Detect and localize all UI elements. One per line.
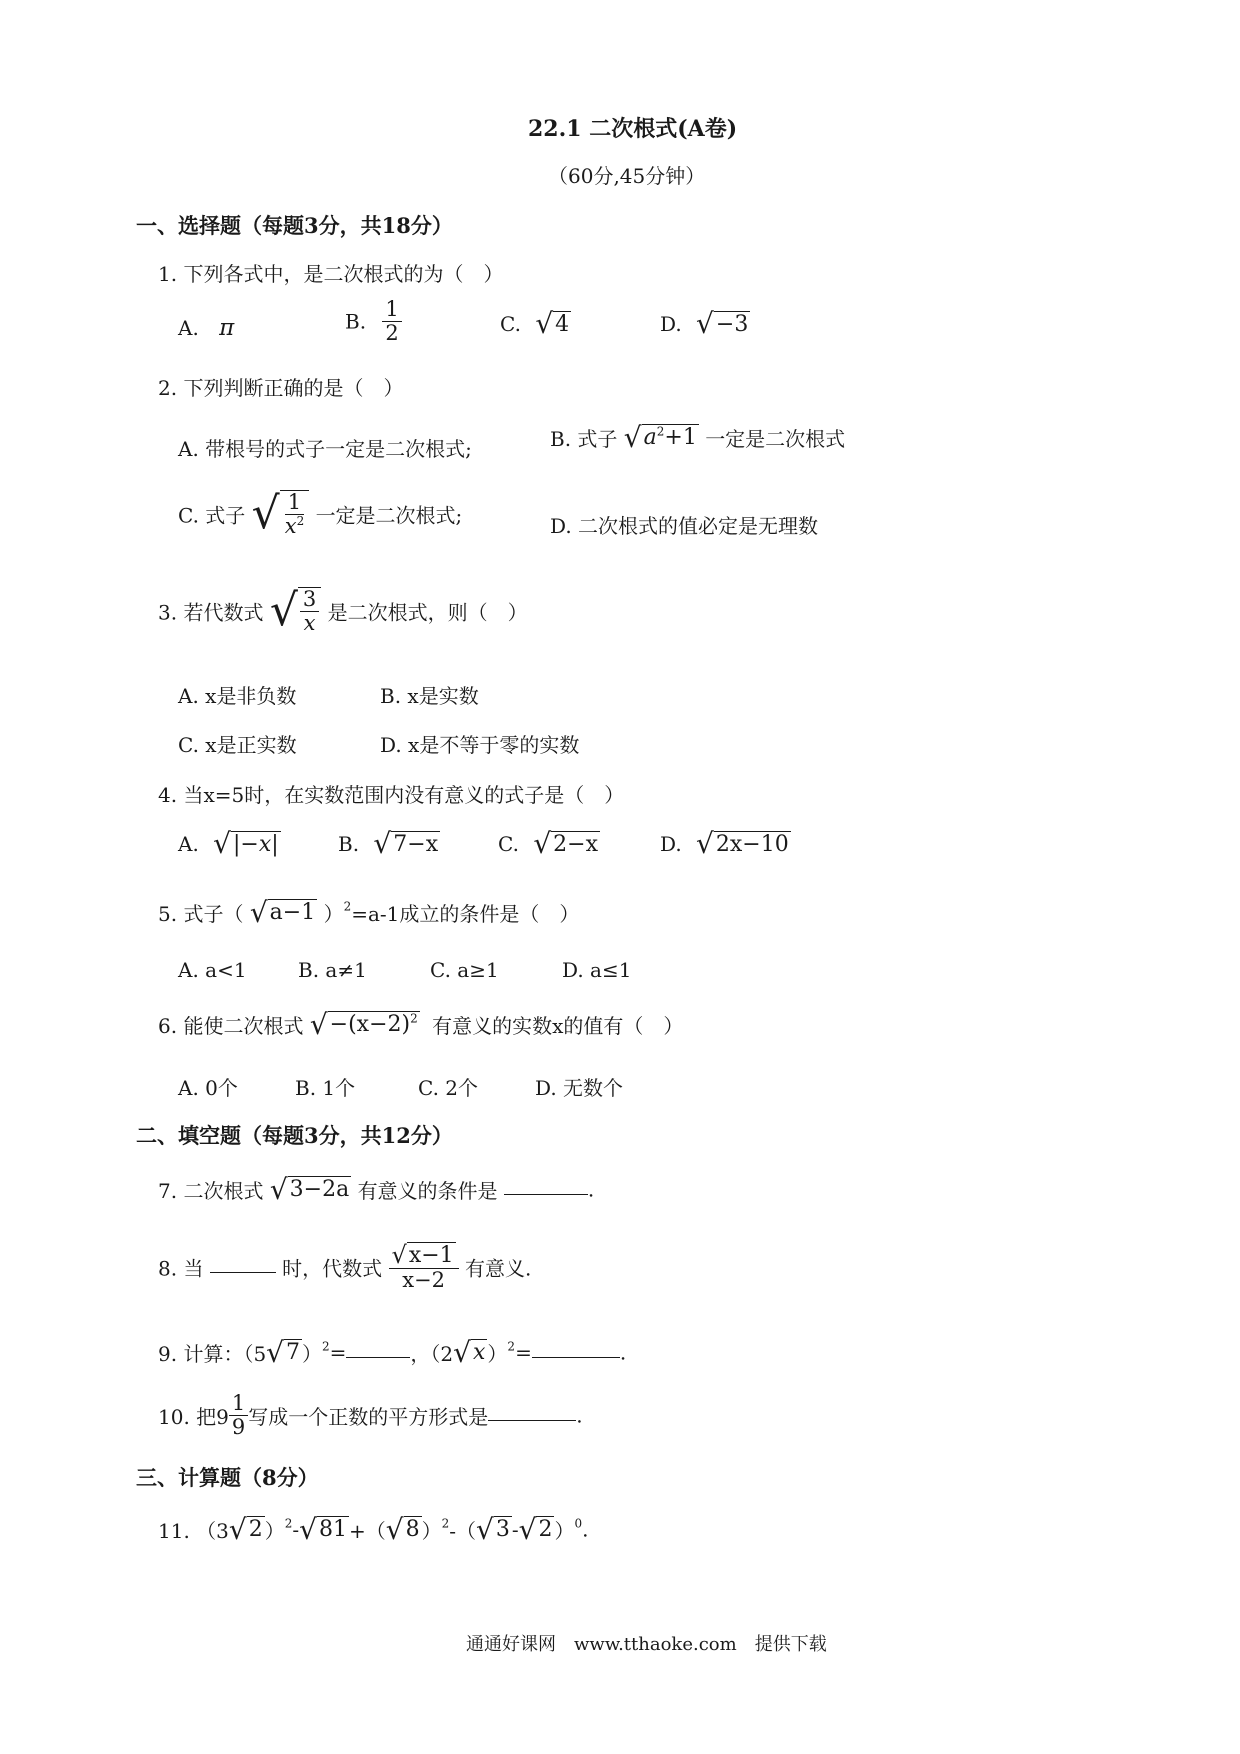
q11-part-1: 11. （3 <box>158 1519 229 1543</box>
q11-radical-2: √81 <box>299 1512 347 1546</box>
q5-option-c: C. a≥1 <box>430 958 499 982</box>
q10-prefix: 10. 把9 <box>158 1405 229 1430</box>
q1-b-denominator: 2 <box>385 321 399 346</box>
q1-c-radicand: 4 <box>555 311 570 337</box>
q3-option-b: B. x是实数 <box>380 684 479 708</box>
q11-exp-3: 0 <box>574 1516 583 1531</box>
q8-numerator: √x−1 <box>389 1242 459 1269</box>
q2-c-radical: √ $\frac{1}{x^2}$ <box>252 490 310 538</box>
q5-stem-suffix: =a-1成立的条件是（ ） <box>351 902 580 926</box>
page-footer: 通通好课网 www.tthaoke.com 提供下载 <box>466 1634 827 1655</box>
q2-option-b <box>550 420 846 454</box>
q9-eq-2: = <box>515 1340 532 1365</box>
q2-b-rest: +1 <box>664 425 697 451</box>
q3-option-a: A. x是非负数 <box>178 684 297 708</box>
q10-denominator: 9 <box>231 1415 246 1440</box>
q1-d-radical: √−3 <box>696 307 749 340</box>
q7-answer-blank[interactable] <box>504 1194 588 1195</box>
question-2-stem: 2. 下列判断正确的是（ ） <box>158 376 404 400</box>
q10-numerator: 1 <box>229 1392 248 1416</box>
q3-stem-suffix: 是二次根式，则（ ） <box>327 600 528 625</box>
q11-exp-2: 2 <box>441 1516 450 1531</box>
question-10 <box>158 1392 583 1439</box>
q8-prefix: 8. 当 <box>158 1256 204 1281</box>
q2-b-base: a <box>643 425 657 451</box>
q10-fraction <box>229 1392 248 1439</box>
q4-option-d <box>660 827 791 860</box>
q1-b-label: B. <box>345 309 367 334</box>
q6-option-a: A. 0个 <box>178 1076 238 1100</box>
q4-b-radical: √7−x <box>373 827 439 860</box>
q4-option-c <box>498 827 600 860</box>
q5-radical: √a−1 <box>249 895 316 929</box>
question-3-stem <box>158 587 528 635</box>
q11-radical-1: √2 <box>228 1512 263 1546</box>
q8-denominator: x−2 <box>402 1268 445 1293</box>
q7-radical: √3−2a <box>269 1172 350 1206</box>
question-5-stem <box>158 895 580 929</box>
q11-radical-5: √2 <box>518 1512 553 1546</box>
q6-exponent: 2 <box>410 1012 418 1027</box>
q4-b-label: B. <box>338 832 360 856</box>
question-4-stem: 4. 当x=5时，在实数范围内没有意义的式子是（ ） <box>158 783 625 807</box>
q9-radical-1: √7 <box>266 1335 301 1369</box>
q6-radicand <box>328 1011 420 1037</box>
q4-c-radical: √2−x <box>533 827 598 860</box>
q6-option-d: D. 无数个 <box>535 1076 624 1100</box>
q1-option-b <box>345 298 402 345</box>
q5-option-d: D. a≤1 <box>562 958 632 982</box>
q2-c-denominator <box>282 515 307 538</box>
page-title: 22.1 二次根式(A卷) <box>528 116 738 142</box>
question-7 <box>158 1172 595 1206</box>
q9-end: . <box>619 1340 627 1365</box>
page-subtitle: （60分,45分钟） <box>548 164 706 188</box>
q11-radicand-1: 2 <box>248 1517 263 1543</box>
q2-b-radicand <box>642 424 699 450</box>
q2-c-fraction <box>282 491 307 538</box>
q4-d-label: D. <box>660 832 682 856</box>
q3-radicand <box>298 587 321 635</box>
q9-mid-1: ） <box>302 1342 323 1366</box>
q8-suffix: 有意义. <box>465 1256 532 1281</box>
q11-radical-3: √8 <box>385 1512 420 1546</box>
q8-numerator-radicand: x−1 <box>408 1243 454 1268</box>
q10-end: . <box>576 1403 583 1428</box>
q5-option-a: A. a<1 <box>178 958 247 982</box>
q1-a-label: A. <box>178 316 199 340</box>
q11-part-6: -（ <box>449 1519 476 1543</box>
question-6-stem <box>158 1007 684 1041</box>
q2-option-c <box>178 490 462 538</box>
q6-radical: $√-(x-2)^2$ <box>309 1007 418 1041</box>
q10-suffix: 写成一个正数的平方形式是 <box>248 1405 489 1430</box>
q4-a-radicand: |−x| <box>233 831 279 857</box>
q2-b-radical: $√a^2+1$ <box>623 420 697 454</box>
q4-c-radicand: 2−x <box>553 831 598 857</box>
q2-c-suffix: 一定是二次根式; <box>315 503 463 528</box>
q11-radicand-2: 81 <box>318 1517 347 1543</box>
q9-exp-2: 2 <box>507 1339 516 1354</box>
q4-option-b <box>338 827 440 860</box>
q5-stem-mid: ） <box>323 902 344 926</box>
q8-mid: 时，代数式 <box>282 1256 383 1281</box>
q11-part-3: - <box>292 1517 300 1542</box>
q1-d-radicand: −3 <box>715 311 749 337</box>
question-9 <box>158 1335 627 1369</box>
q1-a-value: π <box>219 315 235 341</box>
q2-c-den-base: x <box>284 514 297 539</box>
q1-b-numerator: 1 <box>382 298 401 322</box>
q9-radicand-1: 7 <box>286 1340 301 1366</box>
q11-part-9: . <box>582 1517 589 1542</box>
q11-part-2: ） <box>264 1519 285 1543</box>
q9-answer-blank-1[interactable] <box>346 1357 410 1358</box>
q1-b-fraction <box>382 298 401 345</box>
q5-option-b: B. a≠1 <box>298 958 367 982</box>
question-1-stem: 1. 下列各式中，是二次根式的为（ ） <box>158 262 504 286</box>
q11-part-8: ） <box>554 1519 575 1543</box>
q11-part-4: +（ <box>348 1519 386 1543</box>
q3-fraction <box>300 588 319 635</box>
q11-radicand-4: 3 <box>495 1517 510 1543</box>
q9-radical-2: √x <box>453 1335 486 1369</box>
q5-stem-prefix: 5. 式子（ <box>158 902 244 926</box>
q5-exponent: 2 <box>343 899 352 914</box>
q2-b-exponent: 2 <box>656 425 665 440</box>
q3-stem-prefix: 3. 若代数式 <box>158 600 264 625</box>
q3-numerator: 3 <box>300 588 319 612</box>
q2-c-den-exp: 2 <box>296 514 305 529</box>
q4-c-label: C. <box>498 832 519 856</box>
q9-radicand-2: x <box>473 1340 486 1366</box>
q3-option-c: C. x是正实数 <box>178 733 297 757</box>
q11-part-7: - <box>511 1517 519 1542</box>
question-11 <box>158 1512 589 1546</box>
q2-option-d: D. 二次根式的值必定是无理数 <box>550 514 819 538</box>
q4-a-radical: √|−x| <box>213 827 279 860</box>
q2-c-radicand <box>280 490 309 538</box>
q6-radicand-body: −(x−2) <box>329 1012 411 1038</box>
q1-option-d <box>660 307 750 340</box>
q9-mid-2: ） <box>487 1342 508 1366</box>
q11-radicand-3: 8 <box>405 1517 420 1543</box>
q7-end: . <box>587 1177 595 1202</box>
q1-d-label: D. <box>660 312 682 336</box>
q7-radicand: 3−2a <box>289 1177 350 1203</box>
q9-answer-blank-2[interactable] <box>532 1357 620 1358</box>
q8-fraction <box>389 1242 459 1292</box>
q2-c-numerator: 1 <box>285 491 304 515</box>
q6-stem-suffix: 有意义的实数x的值有（ ） <box>432 1014 684 1038</box>
q1-option-c <box>500 307 571 340</box>
q1-c-label: C. <box>500 312 521 336</box>
q7-prefix: 7. 二次根式 <box>158 1179 264 1203</box>
q9-eq-1: = <box>329 1340 347 1365</box>
section-heading-calc: 三、计算题（8分） <box>136 1465 319 1490</box>
question-8 <box>158 1242 531 1292</box>
q1-c-radical: √4 <box>535 307 570 340</box>
q2-c-prefix: C. 式子 <box>178 503 246 528</box>
q10-answer-blank[interactable] <box>488 1420 576 1421</box>
q9-exp-1: 2 <box>322 1339 330 1354</box>
q6-option-c: C. 2个 <box>418 1076 479 1100</box>
q6-option-b: B. 1个 <box>295 1076 356 1100</box>
q2-b-prefix: B. 式子 <box>550 427 618 451</box>
q9-prefix: 9. 计算：（5 <box>158 1342 267 1366</box>
q4-d-radicand: 2x−10 <box>715 831 789 857</box>
q11-part-5: ） <box>421 1519 442 1543</box>
q7-suffix: 有意义的条件是 <box>357 1179 498 1203</box>
q11-exp-1: 2 <box>284 1516 293 1531</box>
section-heading-fill: 二、填空题（每题3分，共12分） <box>136 1123 453 1148</box>
q4-a-label: A. <box>178 832 199 856</box>
q2-option-a: A. 带根号的式子一定是二次根式; <box>178 437 472 461</box>
q1-option-a <box>178 315 234 341</box>
q9-separator: ，（2 <box>410 1342 454 1366</box>
q4-b-radicand: 7−x <box>393 831 439 857</box>
q5-radicand: a−1 <box>269 900 316 926</box>
q4-d-radical: √2x−10 <box>696 827 789 860</box>
q11-radical-4: √3 <box>476 1512 510 1546</box>
q3-denominator: x <box>303 611 316 636</box>
section-heading-choice: 一、选择题（每题3分，共18分） <box>136 213 453 238</box>
q6-stem-prefix: 6. 能使二次根式 <box>158 1014 304 1038</box>
q3-radical: √ $\frac{3}{x}$ <box>270 587 321 635</box>
q3-option-d: D. x是不等于零的实数 <box>380 733 580 757</box>
q2-b-suffix: 一定是二次根式 <box>705 427 846 451</box>
q4-option-a <box>178 827 281 860</box>
q11-radicand-5: 2 <box>538 1517 553 1543</box>
q8-answer-blank[interactable] <box>210 1272 276 1273</box>
